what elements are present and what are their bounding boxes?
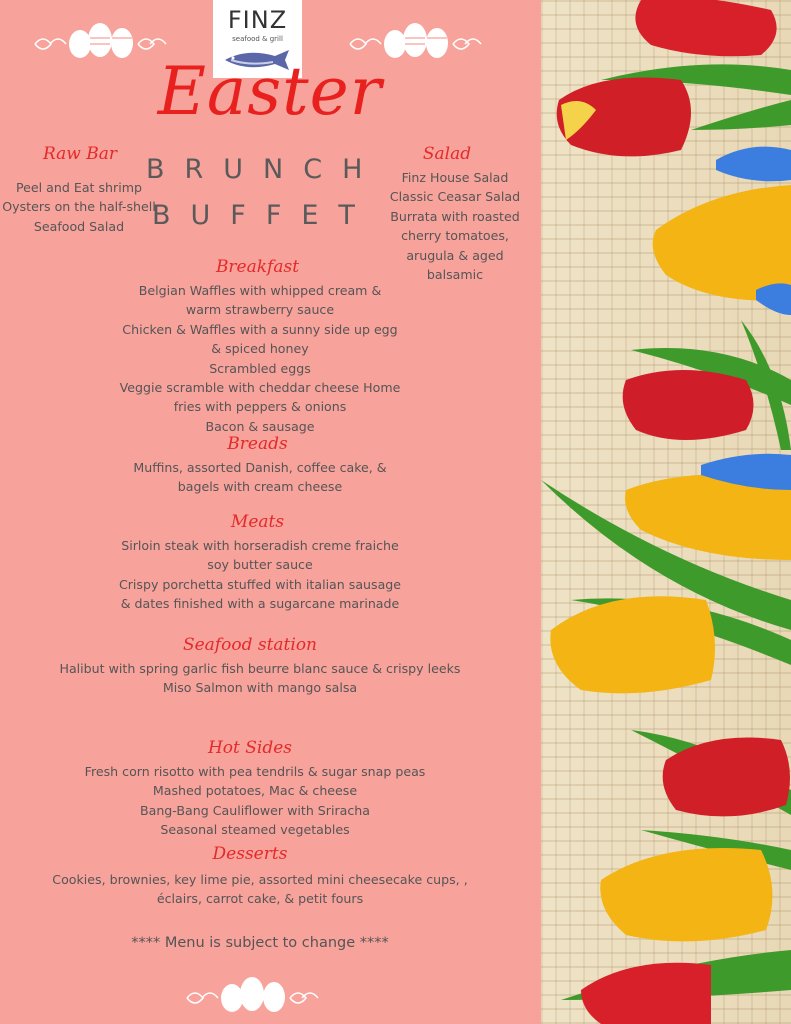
salad-heading: Salad (422, 144, 472, 164)
easter-title: Easter (157, 53, 383, 130)
logo-subtitle: seafood & grill (232, 35, 283, 43)
easter-eggs-ornament-bottom-icon (182, 972, 322, 1016)
salad-items: Finz House Salad Classic Ceasar Salad Burrata with roasted cherry tomatoes, arugula & aged balsamic (389, 170, 521, 283)
raw-bar-items: Peel and Eat shrimp Oysters on the half-shell Seafood Salad (2, 180, 156, 234)
brunch-title: BRUNCH (146, 154, 383, 185)
seafood-heading: Seafood station (182, 635, 318, 655)
hot-sides-items: Fresh corn risotto with pea tendrils & sugar snap peas Mashed potatoes, Mac & cheese Bang-Bang Cauliflower with Sriracha Seasonal steamed vegetables (84, 764, 426, 838)
buffet-title: BUFFET (152, 200, 375, 231)
hot-sides-heading: Hot Sides (207, 738, 293, 758)
breads-heading: Breads (227, 434, 288, 454)
breakfast-heading: Breakfast (215, 257, 300, 277)
tulip-photo (541, 0, 791, 1024)
desserts-items: Cookies, brownies, key lime pie, assorted mini cheesecake cups, , éclairs, carrot cake, & petit fours (52, 872, 468, 907)
breakfast-items: Belgian Waffles with whipped cream & warm strawberry sauce Chicken & Waffles with a sunny side up egg & spiced honey Scrambled eggs Veggie scramble with cheddar cheese Home fries with peppers & onions Bacon & sausage (119, 283, 401, 434)
easter-eggs-ornament-left-icon (30, 18, 170, 62)
logo-name: FINZ (227, 6, 288, 34)
desserts-heading: Desserts (212, 844, 288, 864)
breads-items: Muffins, assorted Danish, coffee cake, & bagels with cream cheese (133, 460, 387, 495)
raw-bar-heading: Raw Bar (42, 144, 118, 164)
seafood-items: Halibut with spring garlic fish beurre blanc sauce & crispy leeks Miso Salmon with mango salsa (59, 661, 461, 696)
meats-heading: Meats (230, 512, 285, 532)
meats-items: Sirloin steak with horseradish creme fraiche soy butter sauce Crispy porchetta stuffed with italian sausage & dates finished with a sugarcane marinade (118, 538, 402, 612)
footer-note: **** Menu is subject to change **** (131, 935, 389, 951)
tulips-illustration (541, 0, 791, 1024)
